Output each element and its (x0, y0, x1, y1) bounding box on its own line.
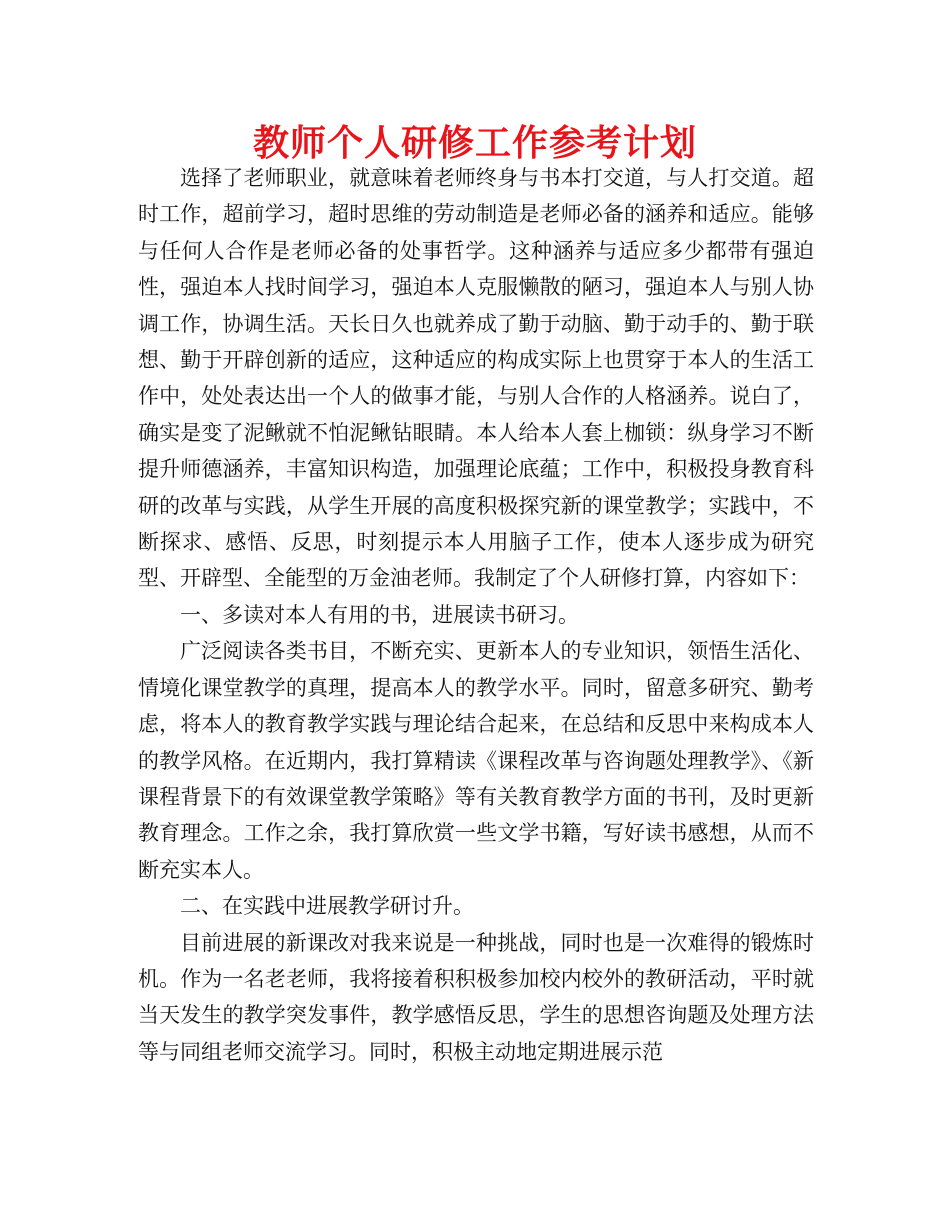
paragraph-practice: 目前进展的新课改对我来说是一种挑战，同时也是一次难得的锻炼时机。作为一名老老师，我将接着积积极参加校内校外的教研活动，平时就当天发生的教学突发事件，教学感悟反思，学生的思想咨询题及处理方法等与同组老师交流学习。同时，积极主动地定期进展示范 (138, 930, 814, 1064)
document-body (138, 160, 814, 1070)
section-heading-2: 二、在实践中进展教学研讨升。 (180, 894, 474, 919)
section-heading-1: 一、多读对本人有用的书，进展读书研习。 (180, 602, 579, 627)
paragraph-intro: 选择了老师职业，就意味着老师终身与书本打交道，与人打交道。超时工作，超前学习，超时思维的劳动制造是老师必备的涵养和适应。能够与任何人合作是老师必备的处事哲学。这种涵养与适应多少都带有强迫性，强迫本人找时间学习，强迫本人克服懒散的陋习，强迫本人与别人协调工作，协调生活。天长日久也就养成了勤于动脑、勤于动手的、勤于联想、勤于开辟创新的适应，这种适应的构成实际上也贯穿于本人的生活工作中，处处表达出一个人的做事才能，与别人合作的人格涵养。说白了，确实是变了泥鳅就不怕泥鳅钻眼睛。本人给本人套上枷锁：纵身学习不断提升师德涵养，丰富知识构造，加强理论底蕴；工作中，积极投身教育科研的改革与实践，从学生开展的高度积极探究新的课堂教学；实践中，不断探求、感悟、反思，时刻提示本人用脑子工作，使本人逐步成为研究型、开辟型、全能型的万金油老师。我制定了个人研修打算，内容如下： (138, 166, 814, 591)
paragraph-reading: 广泛阅读各类书目，不断充实、更新本人的专业知识，领悟生活化、情境化课堂教学的真理，提高本人的教学水平。同时，留意多研究、勤考虑，将本人的教育教学实践与理论结合起来，在总结和反思中来构成本人的教学风格。在近期内，我打算精读《课程改革与咨询题处理教学》、《新课程背景下的有效课堂教学策略》等有关教育教学方面的书刊，及时更新教育理念。工作之余，我打算欣赏一些文学书籍，写好读书感想，从而不断充实本人。 (138, 639, 814, 882)
document-title: 教师个人研修工作参考计划 (252, 123, 697, 164)
